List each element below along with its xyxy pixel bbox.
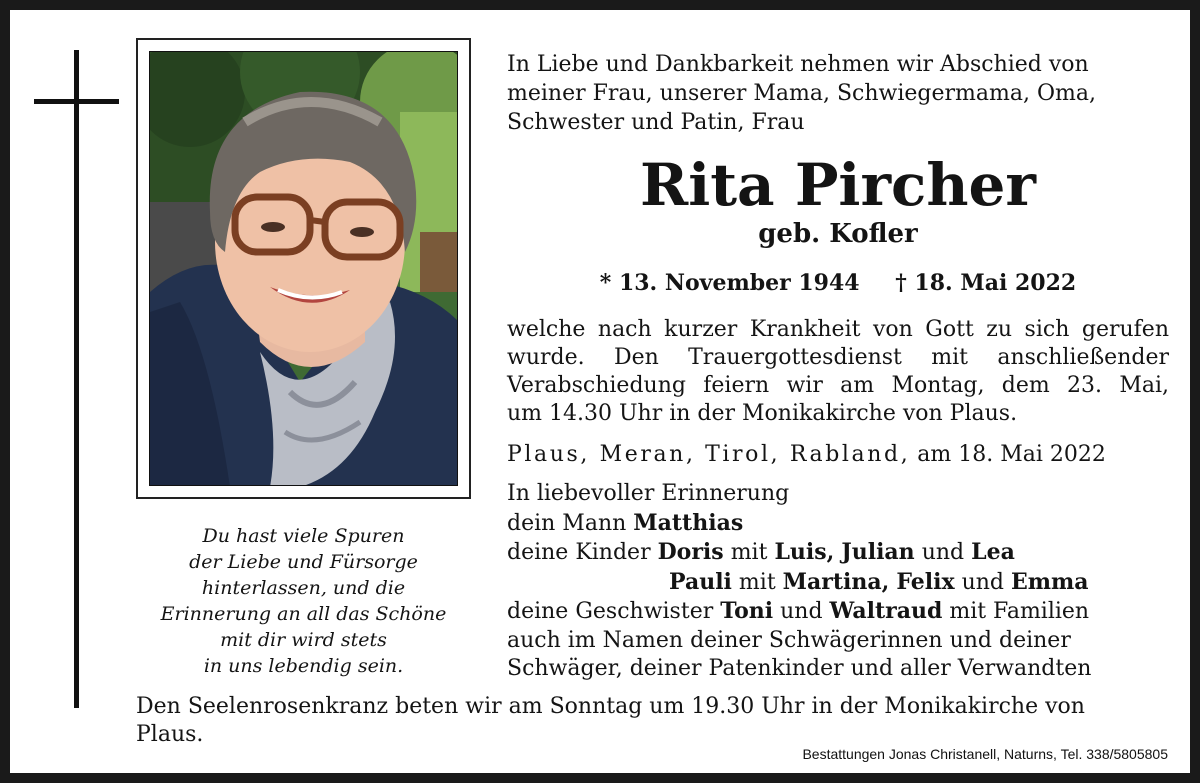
announcement-line: um 14.30 Uhr in der Monikakirche von Plaus. [507, 401, 1018, 426]
portrait-photo [149, 51, 458, 486]
announcement-line: welche nach kurzer Krankheit von Gott zu sich gerufen [507, 317, 1169, 342]
announcement-line: wurde. Den Trauergottesdienst mit anschließender [507, 345, 1169, 370]
partner-name: Martina, [782, 568, 890, 595]
children-line-2 [507, 568, 1169, 598]
siblings-line [507, 597, 1169, 627]
sibling-name: Waltraud [829, 598, 943, 624]
child-name: Pauli [669, 568, 732, 595]
rosary-line: Den Seelenrosenkranz beten wir am Sonntag um 19.30 Uhr in der Monikakirche von [136, 694, 1085, 719]
siblings-suffix: mit Familien [949, 599, 1090, 624]
poem [136, 523, 471, 679]
undertaker-contact: Bestattungen Jonas Christanell, Naturns, Tel. 338/5805805 [802, 746, 1168, 762]
husband-name: Matthias [633, 509, 744, 536]
cross-icon-horizontal [34, 99, 119, 104]
rosary-line: Plaus. [136, 722, 204, 747]
maiden-name: geb. Kofler [758, 219, 918, 249]
poem-line: hinterlassen, und die [201, 577, 406, 599]
intro-line: In Liebe und Dankbarkeit nehmen wir Abschied von [507, 52, 1089, 77]
mourners-list [507, 480, 1169, 684]
connector: und [780, 599, 823, 624]
notice-date: am 18. Mai 2022 [917, 442, 1106, 467]
sibling-name: Toni [720, 598, 774, 624]
intro-text [507, 50, 1169, 137]
husband-prefix: dein Mann [507, 510, 627, 536]
partner-name: Luis, [774, 539, 835, 565]
children-line [507, 538, 1169, 568]
birth-date: * 13. November 1944 [599, 270, 860, 296]
life-dates [507, 268, 1169, 298]
poem-line: mit dir wird stets [220, 629, 387, 651]
places: Plaus, Meran, Tirol, Rabland, [507, 442, 911, 467]
cross-icon-vertical [74, 50, 79, 708]
connector: mit [738, 569, 776, 595]
announcement-line: Verabschiedung feiern wir am Montag, dem 23. Mai, [507, 373, 1169, 398]
grandchild-name: Felix [896, 568, 955, 595]
poem-line: in uns lebendig sein. [203, 655, 404, 677]
obituary-notice [10, 10, 1190, 773]
grandchild-name: Julian [841, 539, 915, 565]
mourners-heading: In liebevoller Erinnerung [507, 481, 790, 506]
rosary-notice [136, 693, 1171, 749]
connector: und [961, 569, 1004, 595]
siblings-prefix: deine Geschwister [507, 599, 714, 624]
grandchild-name: Lea [971, 539, 1015, 565]
place-and-date [507, 440, 1169, 470]
death-date: † 18. Mai 2022 [895, 270, 1077, 296]
husband-line [507, 509, 1169, 539]
connector: mit [730, 540, 768, 565]
others-line: Schwäger, deiner Patenkinder und aller Verwandten [507, 656, 1092, 681]
poem-line: der Liebe und Fürsorge [189, 551, 418, 573]
grandchild-name: Emma [1010, 568, 1089, 595]
poem-line: Erinnerung an all das Schöne [160, 603, 447, 625]
deceased-name: Rita Pircher [640, 151, 1036, 219]
child-name: Doris [657, 539, 724, 565]
others-line: auch im Namen deiner Schwägerinnen und deiner [507, 627, 1071, 653]
announcement-text [507, 316, 1169, 428]
children-prefix: deine Kinder [507, 540, 651, 565]
intro-line: meiner Frau, unserer Mama, Schwiegermama, Oma, [507, 81, 1096, 106]
poem-line: Du hast viele Spuren [202, 525, 405, 547]
connector: und [921, 540, 965, 565]
portrait-frame [136, 38, 471, 499]
intro-line: Schwester und Patin, Frau [507, 110, 805, 135]
